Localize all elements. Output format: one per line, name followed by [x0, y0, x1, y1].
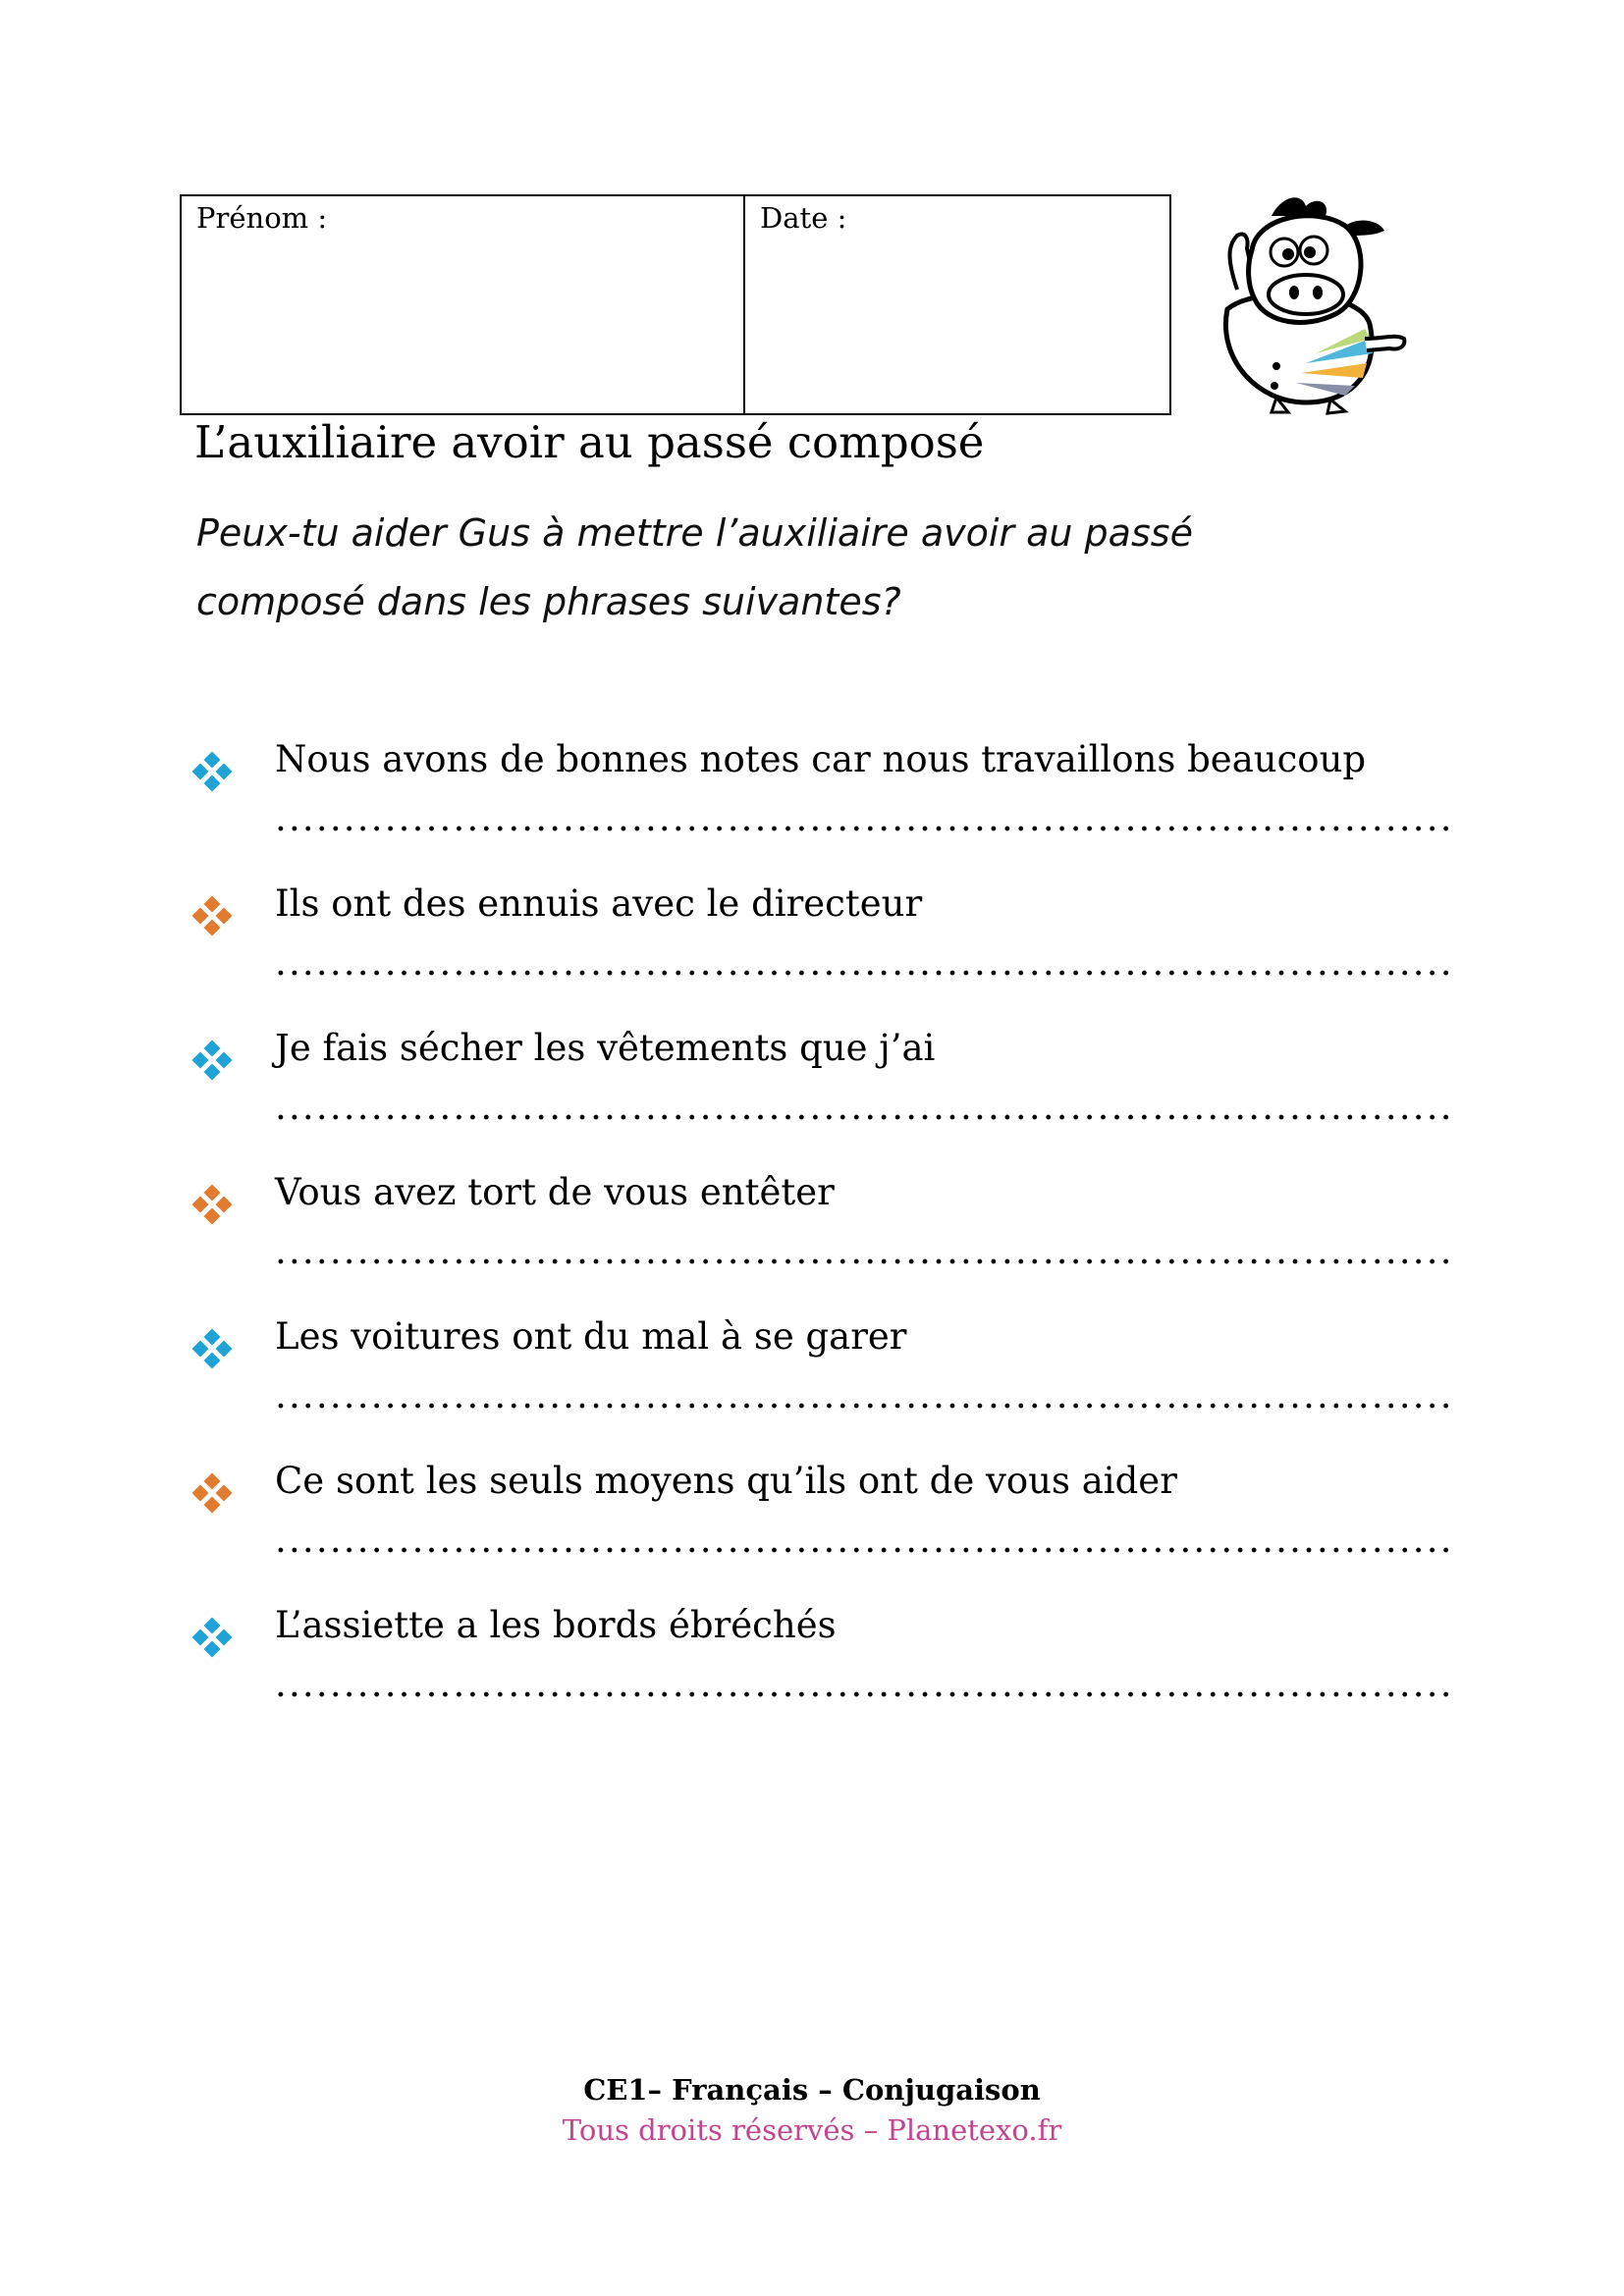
exercise-sentence: Ils ont des ennuis avec le directeur [275, 882, 923, 925]
diamond-bullet-icon [192, 1618, 232, 1657]
exercise-sentence: Je fais sécher les vêtements que j’ai [275, 1027, 936, 1069]
exercise-item [192, 882, 1454, 1027]
exercise-item [192, 738, 1454, 882]
answer-line[interactable]: ...................................................................................... [275, 1086, 1454, 1128]
answer-line[interactable]: ...................................................................................... [275, 1663, 1454, 1705]
footer-subject: CE1– Français – Conjugaison [583, 2073, 1041, 2107]
exercise-item [192, 1604, 1454, 1748]
exercise-item [192, 1315, 1454, 1460]
student-info-table [180, 194, 1171, 415]
footer-copyright-link[interactable]: Tous droits réservés – Planetexo.fr [562, 2113, 1062, 2147]
diamond-bullet-icon [192, 896, 232, 935]
worksheet-title: L’auxiliaire avoir au passé composé [194, 416, 985, 468]
date-field[interactable] [745, 196, 1169, 413]
answer-line[interactable]: ...................................................................................... [275, 1519, 1454, 1561]
date-label: Date : [760, 201, 847, 235]
answer-line[interactable]: ...................................................................................... [275, 941, 1454, 984]
instructions-line-2: composé dans les phrases suivantes? [196, 580, 901, 623]
name-label: Prénom : [196, 201, 328, 235]
exercise-sentence: Ce sont les seuls moyens qu’ils ont de vous aider [275, 1460, 1177, 1502]
name-field[interactable] [182, 196, 745, 413]
exercise-sentence: Nous avons de bonnes notes car nous travaillons beaucoup [275, 738, 1367, 780]
gus-mascot-illustration [1198, 191, 1414, 417]
exercise-item [192, 1027, 1454, 1171]
exercise-item [192, 1171, 1454, 1315]
instructions [196, 499, 1434, 636]
answer-line[interactable]: ...................................................................................... [275, 797, 1454, 839]
diamond-bullet-icon [192, 1473, 232, 1513]
exercise-sentence: L’assiette a les bords ébréchés [275, 1604, 837, 1646]
exercise-list [192, 738, 1454, 1748]
instructions-line-1: Peux-tu aider Gus à mettre l’auxiliaire avoir au passé [196, 511, 1193, 555]
diamond-bullet-icon [192, 752, 232, 791]
answer-line[interactable]: ...................................................................................... [275, 1374, 1454, 1416]
answer-line[interactable]: ...................................................................................... [275, 1230, 1454, 1272]
diamond-bullet-icon [192, 1185, 232, 1224]
exercise-item [192, 1460, 1454, 1604]
exercise-sentence: Les voitures ont du mal à se garer [275, 1315, 907, 1358]
diamond-bullet-icon [192, 1041, 232, 1080]
diamond-bullet-icon [192, 1329, 232, 1368]
exercise-sentence: Vous avez tort de vous entêter [275, 1171, 835, 1213]
